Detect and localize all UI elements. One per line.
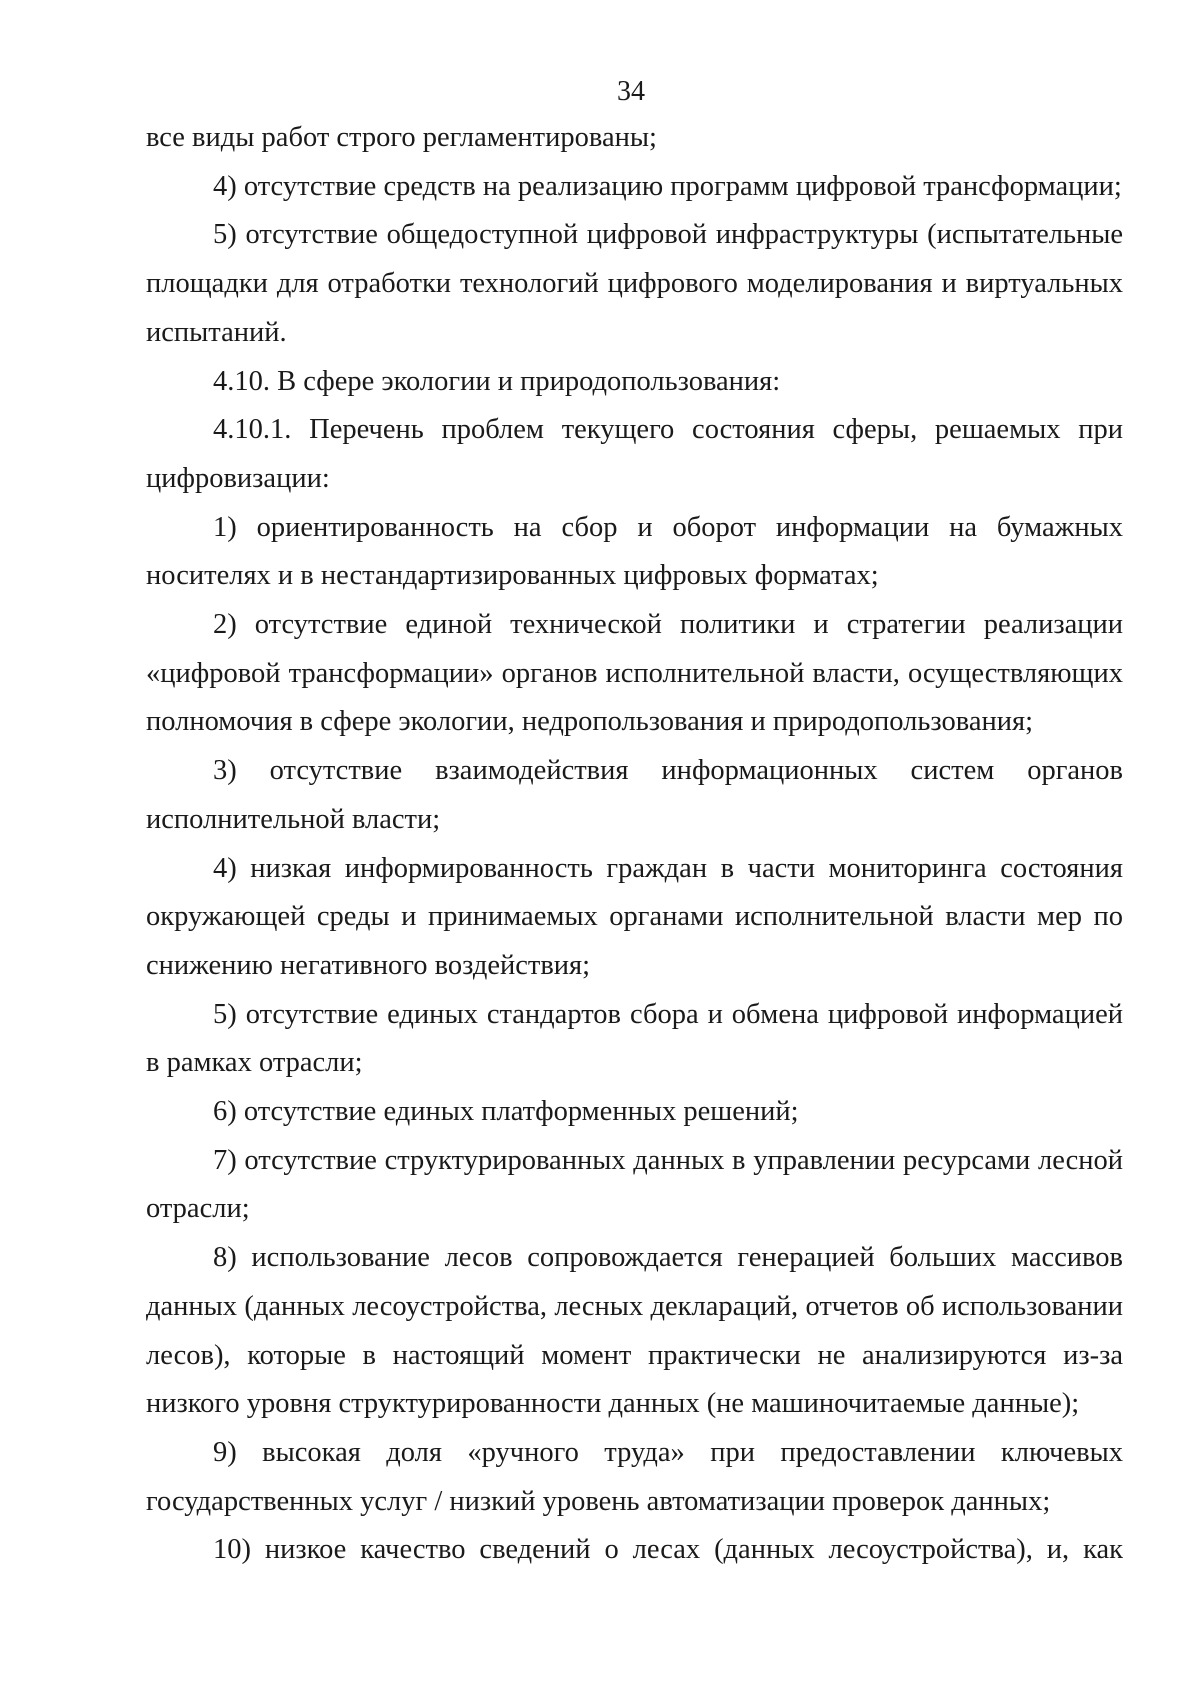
paragraph-4: 4.10. В сфере экологии и природопользования: (213, 365, 781, 397)
paragraph-1: все виды работ строго регламентированы; (146, 122, 657, 153)
body-text (146, 114, 1123, 1575)
paragraph-13: 8) использование лесов сопровождается генерацией больших массивов данных (данных лесоустройства, лесных деклараций, отчетов об использовании лесов), которые в настоящий момент практически не анализируются из-за низкого уровня структурированности данных (не машиночитаемые данные); (146, 1242, 1123, 1420)
page-number: 34 (617, 76, 645, 107)
paragraph-7: 2) отсутствие единой технической политики и стратегии реализации «цифровой трансформации» органов исполнительной власти, осуществляющих полномочия в сфере экологии, недропользования и природопользования; (146, 609, 1123, 738)
paragraph-11: 6) отсутствие единых платформенных решений; (213, 1096, 799, 1128)
paragraph-10: 5) отсутствие единых стандартов сбора и обмена цифровой информацией в рамках отрасли; (146, 998, 1123, 1079)
paragraph-6: 1) ориентированность на сбор и оборот информации на бумажных носителях и в нестандартизированных цифровых форматах; (146, 511, 1123, 592)
paragraph-5: 4.10.1. Перечень проблем текущего состояния сферы, решаемых при цифровизации: (146, 414, 1123, 494)
paragraph-8: 3) отсутствие взаимодействия информационных систем органов исполнительной власти; (146, 755, 1123, 835)
paragraph-14: 9) высокая доля «ручного труда» при предоставлении ключевых государственных услуг / низкий уровень автоматизации проверок данных; (146, 1436, 1123, 1517)
paragraph-15: 10) низкое качество сведений о лесах (данных лесоустройства), и, как (213, 1534, 1123, 1566)
paragraph-12: 7) отсутствие структурированных данных в управлении ресурсами лесной отрасли; (146, 1144, 1123, 1225)
paragraph-9: 4) низкая информированность граждан в части мониторинга состояния окружающей среды и принимаемых органами исполнительной власти мер по снижению негативного воздействия; (146, 852, 1123, 981)
paragraph-3: 5) отсутствие общедоступной цифровой инфраструктуры (испытательные площадки для отработки технологий цифрового моделирования и виртуальных испытаний. (146, 219, 1123, 348)
paragraph-2: 4) отсутствие средств на реализацию программ цифровой трансформации; (213, 170, 1122, 202)
